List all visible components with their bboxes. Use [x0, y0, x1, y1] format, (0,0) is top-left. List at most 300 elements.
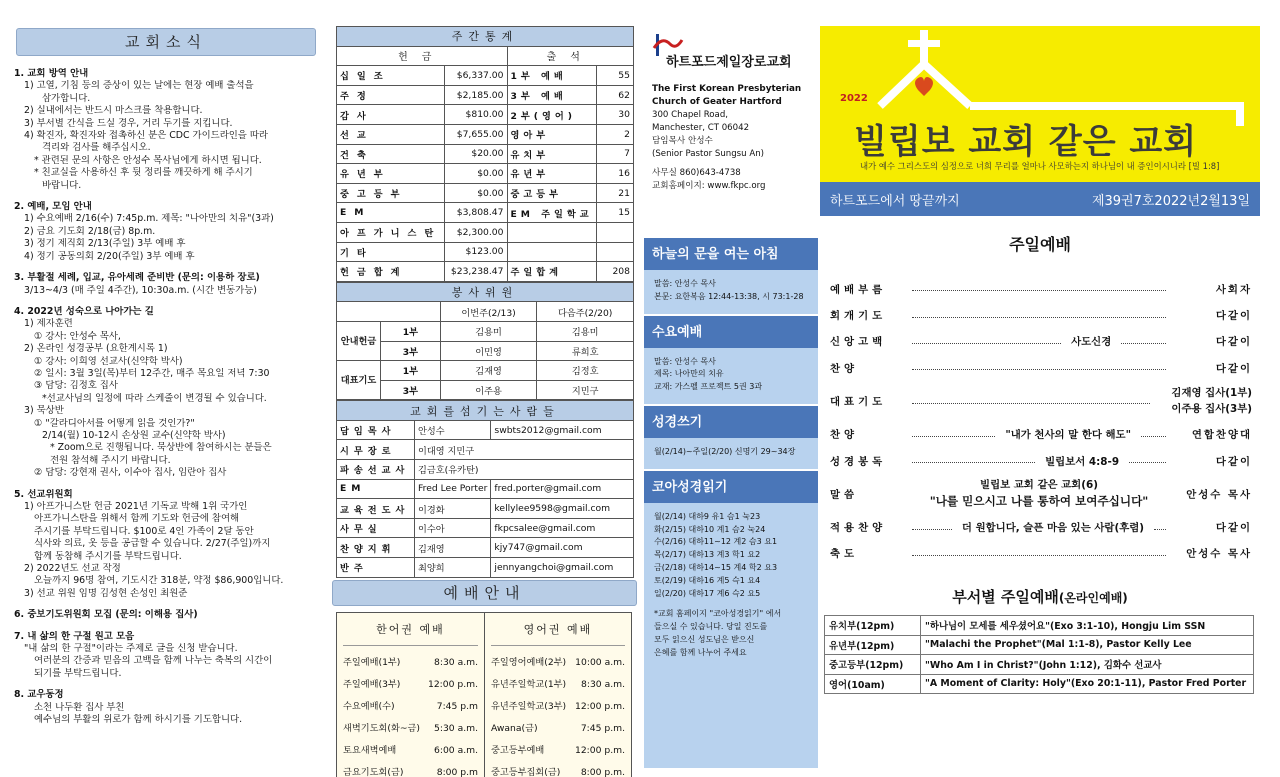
offering-category: 유년부 — [337, 164, 445, 184]
news-line: 전원 참석해 주시기 바랍니다. — [50, 454, 171, 466]
service-item-leader: 다같이 — [1215, 455, 1252, 468]
weekly-stats-column — [336, 26, 634, 578]
sunday-service-title: 주일예배 — [1009, 235, 1071, 254]
english-worship-header: 영어권 예배 — [491, 617, 625, 646]
church-name-english-1: The First Korean Presbyterian — [652, 84, 802, 94]
worship-name: Awana(금) — [491, 723, 538, 734]
service-item-leader: 다같이 — [1215, 336, 1252, 349]
worship-time: 8:30 a.m. — [434, 657, 478, 668]
church-news-column — [14, 28, 320, 768]
news-line: * Zoom으로 진행됩니다. 묵상반에 참여하시는 분들은 — [50, 442, 272, 454]
church-address-2: Manchester, CT 06042 — [652, 123, 750, 133]
offering-amount: $0.00 — [445, 164, 507, 184]
stats-row — [337, 183, 634, 203]
team-part: 3부 — [381, 380, 441, 400]
senior-pastor-korean: 담임목사 안성수 — [652, 136, 713, 146]
offering-header: 헌금 — [337, 46, 508, 66]
service-item — [820, 540, 1260, 566]
sidebar-section-title: 수요예배 — [644, 314, 818, 348]
department-sermon: "A Moment of Clarity: Holy"(Exo 20:1-11), Pastor Fred Porter — [921, 674, 1254, 694]
service-item-detail: 더 원합니다, 슬픈 마음 있는 사람(후렴) — [961, 522, 1145, 535]
news-line: *선교사님의 일정에 따라 스케줄이 변경될 수 있습니다. — [42, 392, 267, 404]
service-item — [820, 473, 1260, 513]
offering-amount: $6,337.00 — [445, 66, 507, 86]
office-phone: 사무실 860)643-4738 — [652, 168, 741, 178]
sidebar-section-body — [650, 511, 812, 660]
attendance-category — [507, 242, 596, 262]
representative-prayer-group: 대표기도 — [337, 361, 381, 400]
service-item — [820, 301, 1260, 327]
attendance-count: 16 — [596, 164, 633, 184]
senior-pastor-english: (Senior Pastor Sungsu An) — [652, 149, 765, 159]
stats-row — [337, 222, 634, 242]
leader-dots — [912, 398, 1150, 404]
sidebar-section-title: 성경쓰기 — [644, 404, 818, 438]
news-line: 함께 동참해 주시기를 부탁드립니다. — [34, 550, 182, 562]
stats-row — [337, 66, 634, 86]
news-line: 아프가니스탄을 위해서 함께 기도와 헌금에 참여해 — [34, 513, 240, 525]
offering-category: 헌금합계 — [337, 262, 445, 282]
team-next-week: 류희호 — [537, 341, 634, 361]
leader-dots — [912, 457, 1035, 463]
sidebar-line: 수(2/16) 대하11~12 계2 슴3 요1 — [654, 537, 778, 547]
sidebar-line: 은혜를 함께 나누어 주세요 — [654, 647, 747, 657]
news-line: 소천 나두환 집사 부친 — [34, 701, 125, 713]
news-section — [14, 306, 320, 480]
worship-time-row — [491, 740, 625, 762]
offering-category: 기타 — [337, 242, 445, 262]
team-next-week: 김용미 — [537, 321, 634, 341]
sidebar-line: 말씀: 안성수 목사 — [654, 279, 716, 288]
staff-email: swbts2012@gmail.com — [491, 420, 634, 440]
team-part: 1부 — [381, 361, 441, 381]
next-week-header: 다음주(2/20) — [537, 302, 634, 322]
sidebar-line: 금(2/18) 대하14~15 계4 학2 요3 — [654, 562, 778, 572]
attendance-count: 15 — [596, 203, 633, 223]
worship-name: 주일예배(1부) — [343, 657, 401, 668]
leader-dots — [912, 285, 1166, 291]
service-item — [820, 275, 1260, 301]
worship-time: 7:45 p.m — [436, 701, 478, 712]
sidebar-section-body — [650, 446, 812, 459]
service-item — [820, 354, 1260, 380]
service-item-leader: 다같이 — [1215, 310, 1252, 323]
worship-time-row — [343, 718, 478, 740]
worship-time-row — [491, 652, 625, 674]
church-slogan: 하트포드에서 땅끝까지 — [830, 193, 960, 209]
church-news-header: 교회소식 — [16, 28, 316, 56]
stats-row — [337, 262, 634, 282]
news-line: 1) 수요예배 2/16(수) 7:45p.m. 제목: "나아만의 치유"(3과) — [24, 213, 274, 225]
department-name: 유치부(12pm) — [825, 616, 921, 636]
offering-category: 아프가니스탄 — [337, 222, 445, 242]
service-item-name: 회개기도 — [830, 310, 887, 323]
worship-time-row — [491, 674, 625, 696]
sidebar-line: 본문: 요한복음 12:44-13:38, 시 73:1-28 — [654, 291, 804, 301]
news-section-title: 8. 교우동정 — [14, 689, 64, 701]
attendance-count: 7 — [596, 144, 633, 164]
staff-role: 담임목사 — [337, 420, 415, 440]
news-line: 여러분의 간증과 믿음의 고백을 함께 나누는 축복의 시간이 — [34, 655, 273, 667]
news-line: 되기를 부탁드립니다. — [34, 667, 122, 679]
service-item-name: 대표기도 — [830, 396, 887, 409]
news-section-title: 4. 2022년 성숙으로 나아가는 길 — [14, 305, 154, 317]
staff-role: 사무실 — [337, 518, 415, 538]
stats-row — [337, 164, 634, 184]
church-address-1: 300 Chapel Road, — [652, 110, 729, 120]
service-team-header: 봉사위원 — [337, 282, 634, 302]
news-line: 1) 제자훈련 — [24, 318, 73, 330]
staff-name: 안성수 — [415, 420, 491, 440]
news-line: ① 강사: 이희영 선교사(신약학 박사) — [34, 355, 183, 367]
church-logo-icon — [652, 34, 692, 56]
staff-email: kellylee9598@gmail.com — [491, 499, 634, 519]
department-sermon: "하나님이 모세를 세우셨어요"(Exo 3:1-10), Hongju Lim SSN — [921, 616, 1254, 636]
worship-time-row — [491, 718, 625, 740]
service-item-leader: 다같이 — [1215, 362, 1252, 375]
department-sermon: "Who Am I in Christ?"(John 1:12), 김화수 선교사 — [921, 655, 1254, 675]
service-item-leaders — [1156, 385, 1252, 417]
sidebar-line: 목(2/17) 대하13 계3 학1 요2 — [654, 550, 761, 560]
service-item-detail: 빌립보서 4:8-9 — [1045, 455, 1120, 468]
leader-dots — [912, 550, 1166, 556]
staff-role: 파송선교사 — [337, 460, 415, 480]
offering-amount: $810.00 — [445, 105, 507, 125]
korean-worship-column — [337, 613, 484, 777]
staff-role: 시무장로 — [337, 440, 415, 460]
issue-bar — [820, 182, 1260, 216]
service-item-name: 적용찬양 — [830, 522, 887, 535]
news-section — [14, 272, 320, 297]
usher-offering-group: 안내헌금 — [337, 321, 381, 360]
sidebar — [644, 236, 818, 768]
staff-name: Fred Lee Porter — [415, 479, 491, 499]
staff-row — [337, 460, 634, 480]
worship-info-header: 예배안내 — [332, 580, 637, 606]
service-item — [820, 421, 1260, 447]
offering-category: 건축 — [337, 144, 445, 164]
theme-banner — [820, 26, 1260, 182]
worship-time: 8:00 p.m — [436, 767, 478, 777]
news-section-title: 3. 부활절 세례, 입교, 유아세례 준비반 (문의: 이용하 장로) — [14, 272, 260, 284]
offering-amount: $2,185.00 — [445, 85, 507, 105]
staff-email: fred.porter@gmail.com — [491, 479, 634, 499]
sidebar-section-title: 하늘의 문을 여는 아침 — [644, 236, 818, 270]
worship-name: 중고등부집회(금) — [491, 767, 561, 777]
offering-amount: $0.00 — [445, 183, 507, 203]
service-item-leader: 사회자 — [1215, 283, 1252, 296]
sidebar-line: 월(2/14)~주일(2/20) 신명기 29~34장 — [654, 446, 796, 456]
department-sermon: "Malachi the Prophet"(Mal 1:1-8), Pastor Kelly Lee — [921, 635, 1254, 655]
department-name: 영어(10am) — [825, 674, 921, 694]
service-item-name: 찬양 — [830, 429, 859, 442]
attendance-category: 영아부 — [507, 124, 596, 144]
department-row — [825, 635, 1254, 655]
news-line: 3) 부서별 간식을 드실 경우, 거리 두기를 지킵니다. — [24, 117, 233, 129]
service-item-name: 성경봉독 — [830, 455, 887, 468]
worship-name: 유년주일학교(3부) — [491, 701, 567, 712]
worship-name: 토요새벽예배 — [343, 745, 397, 756]
worship-times-table — [336, 612, 632, 777]
banner-year: 2022 — [840, 93, 868, 104]
leader-dots — [912, 364, 1166, 370]
worship-name: 주일영어예배(2부) — [491, 657, 567, 668]
church-info — [644, 26, 818, 236]
worship-time: 8:30 a.m. — [581, 679, 625, 690]
news-section — [14, 68, 320, 192]
worship-time: 5:30 a.m. — [434, 723, 478, 734]
news-line: 2) 실내에서는 반드시 마스크를 착용합니다. — [24, 105, 203, 117]
sidebar-section-title: 코아성경읽기 — [644, 469, 818, 503]
department-name: 중고등부(12pm) — [825, 655, 921, 675]
offering-category: 선교 — [337, 124, 445, 144]
this-week-header: 이번주(2/13) — [440, 302, 537, 322]
attendance-count: 21 — [596, 183, 633, 203]
offering-amount: $2,300.00 — [445, 222, 507, 242]
attendance-header: 출석 — [507, 46, 634, 66]
offering-amount: $123.00 — [445, 242, 507, 262]
news-line: 3/13~4/3 (매 주일 4주간), 10:30a.m. (시간 변동가능) — [24, 284, 257, 296]
worship-time: 12:00 p.m. — [574, 701, 625, 712]
news-line: 식사와 의료, 옷 등을 공급할 수 있습니다. 2/27(주일)까지 — [34, 538, 271, 550]
news-line: 3) 정기 제직회 2/13(주일) 3부 예배 후 — [24, 238, 186, 250]
worship-time-row — [343, 652, 478, 674]
team-this-week: 이민영 — [440, 341, 537, 361]
service-item-detail: "내가 천사의 말 한다 해도" — [1005, 429, 1131, 442]
news-line: 2) 금요 기도회 2/18(금) 8p.m. — [24, 225, 156, 237]
worship-name: 주일예배(3부) — [343, 679, 401, 690]
news-line: 4) 정기 공동의회 2/20(주일) 3부 예배 후 — [24, 250, 195, 262]
news-line: * 친교실을 사용하신 후 뒷 정리를 깨끗하게 해 주시기 — [34, 167, 253, 179]
attendance-category — [507, 222, 596, 242]
leader-dots — [1141, 431, 1166, 437]
service-item-name: 신앙고백 — [830, 336, 887, 349]
staff-row — [337, 420, 634, 440]
sidebar-line: 제목: 나아만의 치유 — [654, 369, 724, 379]
staff-role: 찬양지휘 — [337, 538, 415, 558]
leader-dots — [1129, 457, 1166, 463]
stats-row — [337, 242, 634, 262]
worship-time-row — [343, 762, 478, 777]
church-name-english-2: Church of Geater Hartford — [652, 97, 782, 107]
worship-name: 새벽기도회(화~금) — [343, 723, 420, 734]
english-worship-column — [484, 613, 631, 777]
news-line: 격리와 검사를 해주십시오. — [42, 142, 151, 154]
sidebar-line: *교회 홈페이지 "코아성경읽기" 에서 — [654, 609, 782, 619]
attendance-count: 55 — [596, 66, 633, 86]
offering-category: 중고등부 — [337, 183, 445, 203]
service-item — [820, 513, 1260, 539]
department-service-table — [824, 615, 1254, 694]
staff-email: jennyangchoi@gmail.com — [491, 558, 634, 578]
department-row — [825, 674, 1254, 694]
weekly-stats-header: 주간통계 — [337, 27, 634, 47]
news-line: 바랍니다. — [42, 179, 82, 191]
news-section — [14, 489, 320, 601]
sidebar-line: 월(2/14) 대하9 유1 슴1 눅23 — [654, 511, 761, 521]
worship-name: 유년주일학교(1부) — [491, 679, 567, 690]
news-line: ③ 담당: 김정호 집사 — [34, 380, 118, 392]
service-item-leader: 안성수 목사 — [1186, 488, 1252, 501]
attendance-count: 62 — [596, 85, 633, 105]
service-item-name: 예배부름 — [830, 283, 887, 296]
staff-row — [337, 499, 634, 519]
news-line: 오늘까지 96명 참여, 기도시간 318분, 약정 $86,900입니다. — [34, 575, 284, 587]
news-line: 삼가합니다. — [42, 92, 91, 104]
service-item-name: 축도 — [830, 548, 859, 561]
leader-dots — [912, 524, 952, 530]
staff-name: 최양희 — [415, 558, 491, 578]
sidebar-line: 말씀: 안성수 목사 — [654, 356, 716, 366]
sidebar-section-body — [650, 278, 812, 304]
team-this-week: 김용미 — [440, 321, 537, 341]
sermon-block — [906, 477, 1172, 509]
sidebar-line: 화(2/15) 대하10 계1 슴2 눅24 — [654, 524, 766, 534]
church-name-korean: 하트포드제일장로교회 — [666, 55, 792, 70]
service-item — [820, 328, 1260, 354]
stats-row — [337, 144, 634, 164]
service-item-leader: 김재영 집사(1부) — [1171, 386, 1252, 399]
worship-time: 7:45 p.m. — [580, 723, 625, 734]
stats-row — [337, 85, 634, 105]
staff-table — [336, 400, 634, 577]
news-line: 3) 묵상반 — [24, 405, 64, 417]
news-line: ① 강사: 안성수 목사, — [34, 330, 121, 342]
issue-number: 제39권7호2022년2월13일 — [1091, 193, 1250, 209]
stats-row — [337, 203, 634, 223]
staff-role: 반주 — [337, 558, 415, 578]
weekly-stats-table — [336, 26, 634, 282]
church-building-icon — [820, 26, 1260, 126]
staff-role: EM — [337, 479, 415, 499]
news-section — [14, 689, 320, 726]
service-item-name: 말씀 — [830, 488, 859, 501]
sidebar-line: 교재: 가스펠 프로젝트 5권 3과 — [654, 382, 763, 392]
service-item — [820, 447, 1260, 473]
worship-name: 금요기도회(금) — [343, 767, 404, 777]
sidebar-section-body — [650, 356, 812, 394]
news-line: ② 담당: 강현재 권사, 이수아 집사, 임란아 집사 — [34, 467, 227, 479]
staff-row — [337, 479, 634, 499]
news-section — [14, 201, 320, 263]
worship-name: 수요예배(수) — [343, 701, 395, 712]
worship-time: 8:00 p.m. — [580, 767, 625, 777]
department-row — [825, 616, 1254, 636]
church-info-column — [644, 26, 818, 768]
team-next-week: 김정호 — [537, 361, 634, 381]
sermon-series: 빌립보 교회 같은 교회(6) — [980, 479, 1098, 492]
attendance-category: 주일합계 — [507, 262, 596, 282]
news-line: 2) 2022년도 선교 작정 — [24, 563, 121, 575]
news-section — [14, 631, 320, 681]
attendance-category: EM 주일학교 — [507, 203, 596, 223]
news-section-title: 2. 예배, 모임 안내 — [14, 201, 92, 213]
offering-amount: $20.00 — [445, 144, 507, 164]
offering-amount: $23,238.47 — [445, 262, 507, 282]
staff-name: 김재영 — [415, 538, 491, 558]
leader-dots — [1154, 524, 1166, 530]
attendance-category: 3부 예배 — [507, 85, 596, 105]
staff-name: 이경화 — [415, 499, 491, 519]
worship-time: 6:00 a.m. — [434, 745, 478, 756]
team-this-week: 김재영 — [440, 361, 537, 381]
worship-info — [332, 580, 637, 777]
sidebar-line: 모두 읽으신 성도님은 받으신 — [654, 634, 755, 644]
service-item-leader: 다같이 — [1215, 522, 1252, 535]
banner-title: 빌립보 교회 같은 교회 — [854, 122, 1198, 162]
sidebar-line: 들으실 수 있습니다. 당일 진도를 — [654, 622, 768, 632]
service-item-detail: 사도신경 — [1071, 336, 1112, 349]
offering-category: 주정 — [337, 85, 445, 105]
staff-header: 교회를섬기는사람들 — [337, 401, 634, 421]
team-this-week: 이주용 — [440, 380, 537, 400]
sermon-title: "나를 믿으시고 나를 통하여 보여주십니다" — [929, 494, 1149, 509]
attendance-category: 1부 예배 — [507, 66, 596, 86]
staff-role: 교육전도사 — [337, 499, 415, 519]
news-line: "내 삶의 한 구절"이라는 주제로 글을 신청 받습니다. — [24, 643, 238, 655]
staff-email: fkpcsalee@gmail.com — [491, 518, 634, 538]
staff-row — [337, 518, 634, 538]
news-section-title: 5. 선교위원회 — [14, 488, 73, 500]
staff-name: 이수아 — [415, 518, 491, 538]
offering-category: 감사 — [337, 105, 445, 125]
sidebar-line — [654, 600, 812, 608]
news-line: 1) 아프가니스탄 헌금 2021년 기독교 박해 1위 국가인 — [24, 501, 248, 512]
attendance-count — [596, 242, 633, 262]
news-line: 4) 확진자, 확진자와 접촉하신 분은 CDC 가이드라인을 따라 — [24, 130, 268, 142]
worship-time: 12:00 p.m. — [574, 745, 625, 756]
leader-dots — [912, 338, 1061, 344]
news-line: ② 일시: 3월 3일(목)부터 12주간, 매주 목요일 저녁 7:30 — [34, 367, 270, 379]
news-line: 2/14(월) 10-12시 손상원 교수(신약학 박사) — [42, 429, 226, 441]
attendance-count: 2 — [596, 124, 633, 144]
news-section — [14, 609, 320, 621]
service-item-leader: 연합찬양대 — [1191, 429, 1252, 442]
news-line: 예수님의 부활의 위로가 함께 하시기를 기도합니다. — [34, 714, 243, 726]
staff-row — [337, 538, 634, 558]
team-part: 3부 — [381, 341, 441, 361]
team-next-week: 지민구 — [537, 380, 634, 400]
news-section-title: 6. 중보기도위원회 모집 (문의: 이해용 집사) — [14, 609, 198, 621]
attendance-category: 유년부 — [507, 164, 596, 184]
news-line: 주시기를 부탁드립니다. $100로 4인 가족이 2달 동안 — [34, 525, 254, 537]
worship-time-row — [491, 696, 625, 718]
news-section-title: 1. 교회 방역 안내 — [14, 68, 89, 79]
department-name: 유년부(12pm) — [825, 635, 921, 655]
sidebar-line: 일(2/20) 대하17 계6 슥2 요5 — [654, 588, 761, 598]
service-item-name: 찬양 — [830, 362, 859, 375]
department-row — [825, 655, 1254, 675]
offering-category: EM — [337, 203, 445, 223]
news-line: 1) 고열, 기침 등의 증상이 있는 날에는 현장 예배 출석을 — [24, 80, 254, 92]
news-line: * 관련된 문의 사항은 안성수 목사님에게 하시면 됩니다. — [34, 154, 262, 166]
news-section-title: 7. 내 삶의 한 구절 원고 모음 — [14, 630, 135, 642]
news-line: 2) 온라인 성경공부 (요한계시록 1) — [24, 343, 168, 355]
attendance-count: 208 — [596, 262, 633, 282]
service-item-leader: 이주용 집사(3부) — [1171, 402, 1252, 415]
leader-dots — [1121, 338, 1166, 344]
offering-category: 십일조 — [337, 66, 445, 86]
church-website: 교회홈페이지: www.fkpc.org — [652, 181, 766, 191]
sidebar-line: 토(2/19) 대하16 계5 슥1 요4 — [654, 575, 761, 585]
worship-time-row — [491, 762, 625, 777]
worship-name: 중고등부예배 — [491, 745, 545, 756]
worship-time-row — [343, 696, 478, 718]
offering-amount: $7,655.00 — [445, 124, 507, 144]
attendance-count: 30 — [596, 105, 633, 125]
attendance-category: 2부(영어) — [507, 105, 596, 125]
service-order — [820, 275, 1260, 566]
